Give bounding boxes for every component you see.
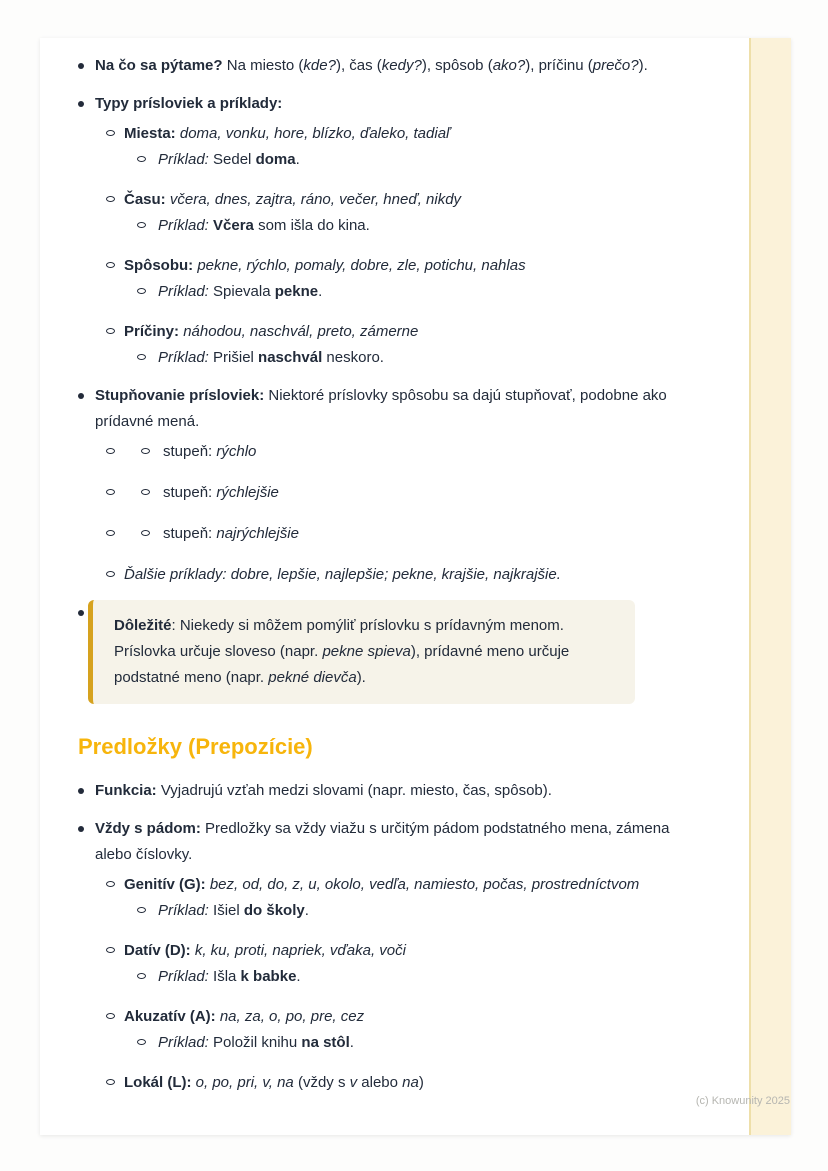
example-label: Príklad: xyxy=(158,902,209,919)
list-item xyxy=(106,253,698,279)
highlight-word: naschvál xyxy=(258,349,323,366)
bullet-icon xyxy=(78,393,84,399)
circle-icon xyxy=(137,1039,146,1045)
term-label: Príčiny: xyxy=(124,323,180,340)
circle-icon xyxy=(137,156,146,162)
example-line: Príklad: Položil knihu na stôl. xyxy=(137,1030,698,1056)
word-list: pekne, rýchlo, pomaly, dobre, zle, potichu, nahlas xyxy=(193,257,526,274)
term-label: Lokál (L): xyxy=(124,1074,192,1091)
highlight-word: do školy xyxy=(243,902,305,919)
term-label: Funkcia: xyxy=(95,782,157,799)
case-group-genitiv xyxy=(106,872,698,924)
circle-icon xyxy=(106,1079,115,1085)
term-label: Stupňovanie prísloviek: xyxy=(95,387,265,404)
adverb-group-casu xyxy=(106,187,698,239)
list-item-funkcia: Funkcia: Vyjadrujú vzťah medzi slovami (napr. miesto, čas, spôsob). xyxy=(78,778,698,804)
circle-icon xyxy=(137,222,146,228)
highlight-word: pekne xyxy=(274,283,319,300)
example-label: Príklad: xyxy=(158,349,209,366)
term-label: Vždy s pádom: xyxy=(95,820,201,837)
highlight-word: na stôl xyxy=(301,1034,350,1051)
example-line: Príklad: Išla k babke. xyxy=(137,964,698,990)
word-list: náhodou, naschvál, preto, zámerne xyxy=(179,323,419,340)
circle-icon xyxy=(106,530,115,536)
list-item xyxy=(106,938,698,964)
circle-icon xyxy=(106,448,115,454)
section-heading: Predložky (Prepozície) xyxy=(78,734,313,759)
grading-more: Ďalšie príklady: dobre, lepšie, najlepšie; pekne, krajšie, najkrajšie. xyxy=(106,562,698,588)
circle-icon xyxy=(106,196,115,202)
grading-step: stupeň: najrýchlejšie xyxy=(106,521,698,547)
important-note-item xyxy=(78,600,698,704)
circle-icon xyxy=(137,354,146,360)
circle-icon xyxy=(106,881,115,887)
word-list: k, ku, proti, napriek, vďaka, voči xyxy=(190,942,406,959)
list-item-question xyxy=(78,53,698,79)
circle-icon xyxy=(106,1013,115,1019)
example-label: Príklad: xyxy=(158,283,209,300)
adverb-group-priciny xyxy=(106,319,698,371)
list-item: Lokál (L): o, po, pri, v, na (vždy s v alebo na) xyxy=(106,1070,698,1096)
circle-icon xyxy=(137,288,146,294)
term-label: Typy prísloviek a príklady: xyxy=(95,95,283,112)
grading-step: stupeň: rýchlo xyxy=(106,439,698,465)
content-area xyxy=(78,53,698,1108)
highlight-word: doma xyxy=(255,151,296,168)
circle-icon xyxy=(137,973,146,979)
circle-icon xyxy=(141,448,150,454)
circle-icon xyxy=(106,571,115,577)
case-group-lokal xyxy=(106,1070,698,1096)
word-list: o, po, pri, v, na xyxy=(191,1074,294,1091)
list-item-types xyxy=(78,91,698,371)
bullet-icon xyxy=(78,101,84,107)
watermark: (c) Knowunity 2025 xyxy=(695,1095,790,1107)
bullet-icon xyxy=(78,826,84,832)
example-line: Príklad: Išiel do školy. xyxy=(137,898,698,924)
example-label: Príklad: xyxy=(158,1034,209,1051)
case-list xyxy=(106,872,698,1096)
list-item xyxy=(106,1004,698,1030)
bullet-icon xyxy=(78,788,84,794)
word-list: na, za, o, po, pre, cez xyxy=(215,1008,365,1025)
list-item xyxy=(106,872,698,898)
example-label: Príklad: xyxy=(158,968,209,985)
list-item xyxy=(106,121,698,147)
circle-icon xyxy=(106,262,115,268)
term-label: Miesta: xyxy=(124,125,176,142)
case-group-dativ xyxy=(106,938,698,990)
circle-icon xyxy=(141,530,150,536)
example-line: Príklad: Spievala pekne. xyxy=(137,279,698,305)
list-item xyxy=(106,319,698,345)
note-label: Dôležité xyxy=(114,617,172,634)
example-line: Príklad: Včera som išla do kina. xyxy=(137,213,698,239)
circle-icon xyxy=(106,328,115,334)
term-label: Času: xyxy=(124,191,166,208)
page-card xyxy=(40,38,791,1135)
case-group-akuzativ xyxy=(106,1004,698,1056)
grading-steps xyxy=(106,439,698,588)
adverb-group-sposobu xyxy=(106,253,698,305)
highlight-word: Včera xyxy=(213,217,254,234)
term-label: Datív (D): xyxy=(124,942,191,959)
term-label: Na čo sa pýtame? xyxy=(95,57,223,74)
example-label: Príklad: xyxy=(158,151,209,168)
list-item-grading: Stupňovanie prísloviek: Niektoré príslovky spôsobu sa dajú stupňovať, podobne ako prídavné mená. stupeň: rýchlo stupeň: rýchlejšie stupeň: najrýchlejšie Ďalšie príklady: dobre, lepšie, najlepšie; pekne, krajšie, najkrajšie. xyxy=(78,383,698,588)
circle-icon xyxy=(106,130,115,136)
highlight-strip xyxy=(749,38,791,1135)
example-line: Príklad: Prišiel naschvál neskoro. xyxy=(137,345,698,371)
circle-icon xyxy=(137,907,146,913)
list-item-pady: Vždy s pádom: Predložky sa vždy viažu s určitým pádom podstatného mena, zámena alebo číslovky. Genitív (G): bez, od, do, z, u, okolo, vedľa, namiesto, počas, prostredníctvom Príklad: Išiel do školy. Datív (D): k, ku, proti, napriek, vďaka, voči Príklad: Išla k babke. Akuzatív (A): na, za, o, po, pre, cez Príklad: Položil knihu na stôl. Lokál (L): o, po, pri, v, na (vždy s v alebo na) xyxy=(78,816,698,1096)
term-label: Akuzatív (A): xyxy=(124,1008,216,1025)
circle-icon xyxy=(106,947,115,953)
question-text: Na čo sa pýtame? Na miesto (kde?), čas (kedy?), spôsob (ako?), príčinu (prečo?). xyxy=(95,57,648,74)
important-note-box: Dôležité: Niekedy si môžem pomýliť príslovku s prídavným menom. Príslovka určuje sloveso (napr. pekne spieva), prídavné meno určuje podstatné meno (napr. pekné dievča). xyxy=(88,600,635,704)
grading-step: stupeň: rýchlejšie xyxy=(106,480,698,506)
term-label: Spôsobu: xyxy=(124,257,194,274)
example-line: Príklad: Sedel doma. xyxy=(137,147,698,173)
bullet-icon xyxy=(78,610,84,616)
example-label: Príklad: xyxy=(158,217,209,234)
circle-icon xyxy=(106,489,115,495)
adverb-type-list xyxy=(106,121,698,371)
list-item xyxy=(106,187,698,213)
term-label: Genitív (G): xyxy=(124,876,206,893)
word-list: bez, od, do, z, u, okolo, vedľa, namiesto, počas, prostredníctvom xyxy=(205,876,640,893)
highlight-word: k babke xyxy=(240,968,297,985)
adverb-group-miesta xyxy=(106,121,698,173)
word-list: včera, dnes, zajtra, ráno, večer, hneď, nikdy xyxy=(165,191,462,208)
word-list: doma, vonku, hore, blízko, ďaleko, tadiaľ xyxy=(175,125,451,142)
circle-icon xyxy=(141,489,150,495)
bullet-icon xyxy=(78,63,84,69)
